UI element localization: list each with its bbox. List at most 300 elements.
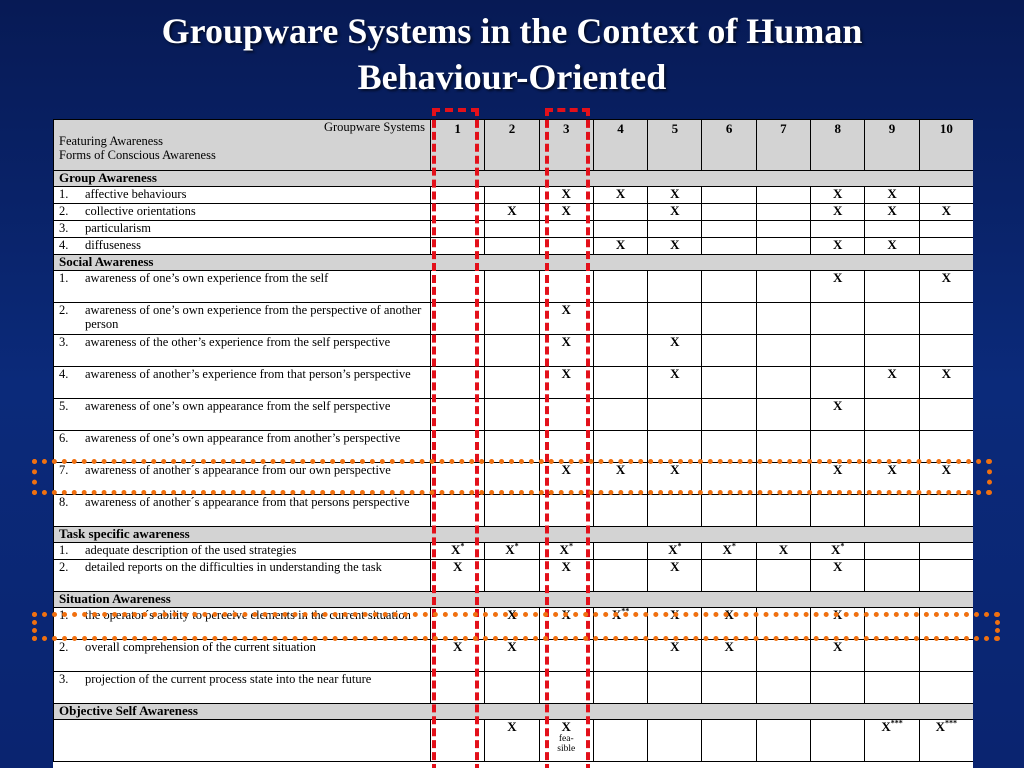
mark-cell-system-9 bbox=[865, 608, 919, 640]
row-number: 2. bbox=[59, 303, 69, 317]
table-row bbox=[54, 560, 974, 592]
row-label-cell bbox=[54, 720, 431, 762]
row-number: 3. bbox=[59, 335, 69, 349]
mark-cell-system-10 bbox=[919, 543, 973, 560]
mark-cell-system-5 bbox=[648, 720, 702, 762]
mark-value: X bbox=[507, 719, 517, 734]
mark-cell-system-8 bbox=[811, 187, 865, 204]
mark-cell-system-5 bbox=[648, 463, 702, 495]
table-row bbox=[54, 640, 974, 672]
mark-cell-system-1 bbox=[431, 399, 485, 431]
mark-value: X bbox=[561, 607, 571, 622]
mark-value: X bbox=[452, 639, 463, 654]
mark-cell-system-7 bbox=[756, 303, 810, 335]
mark-cell-system-7 bbox=[756, 543, 810, 560]
row-label: awareness of another´s appearance from that persons perspective bbox=[85, 495, 410, 509]
row-number: 1. bbox=[59, 271, 69, 285]
header-system-8: 8 bbox=[811, 120, 865, 171]
mark-cell-system-4 bbox=[593, 204, 647, 221]
table-row bbox=[54, 303, 974, 335]
mark-cell-system-10 bbox=[919, 672, 973, 704]
mark-cell-system-6 bbox=[702, 560, 756, 592]
mark-cell-system-5 bbox=[648, 187, 702, 204]
mark-value: X bbox=[833, 203, 843, 218]
mark-cell-system-10 bbox=[919, 271, 973, 303]
mark-value: X bbox=[941, 366, 952, 381]
row-label: affective behaviours bbox=[85, 187, 187, 201]
mark-cell-system-1 bbox=[431, 463, 485, 495]
table-row bbox=[54, 495, 974, 527]
row-number: 2. bbox=[59, 640, 69, 654]
asterisk-marker: * bbox=[677, 541, 682, 551]
mark-cell-system-5 bbox=[648, 238, 702, 255]
row-number: 4. bbox=[59, 367, 69, 381]
mark-cell-system-6 bbox=[702, 238, 756, 255]
row-label-cell bbox=[54, 238, 431, 255]
mark-cell-system-8 bbox=[811, 640, 865, 672]
mark-cell-system-2 bbox=[485, 335, 539, 367]
mark-cell-system-2 bbox=[485, 187, 539, 204]
row-label-cell bbox=[54, 640, 431, 672]
mark-cell-system-7 bbox=[756, 560, 810, 592]
mark-cell-system-7 bbox=[756, 335, 810, 367]
mark-value: X bbox=[670, 639, 680, 654]
mark-cell-system-7 bbox=[756, 720, 810, 762]
mark-cell-system-8 bbox=[811, 221, 865, 238]
mark-cell-system-9 bbox=[865, 672, 919, 704]
mark-cell-system-8 bbox=[811, 543, 865, 560]
table-row bbox=[54, 204, 974, 221]
mark-cell-system-10 bbox=[919, 560, 973, 592]
mark-cell-system-6 bbox=[702, 495, 756, 527]
mark-cell-system-1 bbox=[431, 335, 485, 367]
mark-cell-system-4 bbox=[593, 187, 647, 204]
mark-cell-system-2 bbox=[485, 399, 539, 431]
mark-value: X bbox=[724, 639, 734, 654]
mark-cell-system-8 bbox=[811, 399, 865, 431]
mark-cell-system-7 bbox=[756, 238, 810, 255]
row-label: overall comprehension of the current situation bbox=[85, 640, 316, 654]
mark-cell-system-2 bbox=[485, 303, 539, 335]
asterisk-marker: * bbox=[460, 541, 465, 551]
table-row bbox=[54, 187, 974, 204]
mark-cell-system-4 bbox=[593, 271, 647, 303]
mark-cell-system-8 bbox=[811, 672, 865, 704]
asterisk-marker: * bbox=[840, 541, 845, 551]
mark-cell-system-2 bbox=[485, 608, 539, 640]
header-system-7: 7 bbox=[756, 120, 810, 171]
mark-cell-system-3 bbox=[539, 672, 593, 704]
mark-cell-system-4 bbox=[593, 221, 647, 238]
mark-cell-system-9 bbox=[865, 221, 919, 238]
mark-cell-system-5 bbox=[648, 543, 702, 560]
header-system-6: 6 bbox=[702, 120, 756, 171]
mark-value: X bbox=[561, 719, 571, 734]
mark-cell-system-9 bbox=[865, 204, 919, 221]
row-label-cell bbox=[54, 187, 431, 204]
mark-cell-system-1 bbox=[431, 271, 485, 303]
mark-cell-system-4 bbox=[593, 303, 647, 335]
mark-cell-system-5 bbox=[648, 335, 702, 367]
row-label: the operator´s ability to perceive elements in the current situation bbox=[85, 608, 411, 622]
header-forms-of-awareness: Forms of Conscious Awareness bbox=[59, 148, 216, 162]
row-number: 8. bbox=[59, 495, 69, 509]
mark-cell-system-2 bbox=[485, 463, 539, 495]
mark-cell-system-8 bbox=[811, 303, 865, 335]
mark-cell-system-3 bbox=[539, 204, 593, 221]
mark-cell-system-5 bbox=[648, 560, 702, 592]
mark-cell-system-6 bbox=[702, 187, 756, 204]
section-title: Social Awareness bbox=[54, 255, 974, 271]
section-header-row bbox=[54, 592, 974, 608]
mark-cell-system-2 bbox=[485, 271, 539, 303]
mark-cell-system-9 bbox=[865, 640, 919, 672]
mark-cell-system-9 bbox=[865, 238, 919, 255]
mark-cell-system-1 bbox=[431, 221, 485, 238]
mark-cell-system-6 bbox=[702, 431, 756, 463]
table-row bbox=[54, 367, 974, 399]
mark-cell-system-6 bbox=[702, 543, 756, 560]
mark-cell-system-3 bbox=[539, 608, 593, 640]
title-line-1: Groupware Systems in the Context of Human bbox=[161, 11, 863, 51]
mark-cell-system-6 bbox=[702, 399, 756, 431]
mark-value: X bbox=[561, 366, 571, 381]
row-label: particularism bbox=[85, 221, 151, 235]
mark-value: X bbox=[670, 607, 680, 622]
mark-value: X bbox=[833, 270, 843, 285]
mark-cell-system-8 bbox=[811, 560, 865, 592]
mark-value: X bbox=[833, 237, 843, 252]
mark-value: X bbox=[887, 186, 897, 201]
mark-value: X* bbox=[722, 541, 736, 557]
mark-cell-system-5 bbox=[648, 608, 702, 640]
mark-cell-system-10 bbox=[919, 238, 973, 255]
mark-cell-system-6 bbox=[702, 640, 756, 672]
mark-cell-system-7 bbox=[756, 640, 810, 672]
mark-cell-system-7 bbox=[756, 271, 810, 303]
mark-cell-system-7 bbox=[756, 672, 810, 704]
mark-cell-system-8 bbox=[811, 271, 865, 303]
header-system-5: 5 bbox=[648, 120, 702, 171]
mark-cell-system-9 bbox=[865, 431, 919, 463]
mark-value: X bbox=[833, 559, 843, 574]
row-label-cell bbox=[54, 399, 431, 431]
mark-cell-system-2 bbox=[485, 720, 539, 762]
section-header-row bbox=[54, 171, 974, 187]
asterisk-marker: * bbox=[514, 541, 519, 551]
mark-value: X bbox=[670, 462, 680, 477]
mark-cell-system-8 bbox=[811, 238, 865, 255]
mark-value: X bbox=[670, 203, 680, 218]
mark-value: X bbox=[670, 559, 680, 574]
mark-cell-system-3 bbox=[539, 495, 593, 527]
mark-value: X bbox=[833, 607, 843, 622]
mark-cell-system-5 bbox=[648, 399, 702, 431]
row-label: awareness of one’s own appearance from another’s perspective bbox=[85, 431, 401, 445]
row-label: collective orientations bbox=[85, 204, 196, 218]
mark-value: X* bbox=[450, 541, 465, 557]
mark-cell-system-2 bbox=[485, 204, 539, 221]
table-row bbox=[54, 463, 974, 495]
header-system-9: 9 bbox=[865, 120, 919, 171]
mark-cell-system-9 bbox=[865, 463, 919, 495]
mark-cell-system-4 bbox=[593, 367, 647, 399]
mark-cell-system-1 bbox=[431, 720, 485, 762]
row-label-cell bbox=[54, 431, 431, 463]
mark-cell-system-9 bbox=[865, 271, 919, 303]
table-row bbox=[54, 238, 974, 255]
mark-cell-system-1 bbox=[431, 204, 485, 221]
mark-value: X bbox=[561, 559, 571, 574]
mark-cell-system-5 bbox=[648, 672, 702, 704]
row-label: diffuseness bbox=[85, 238, 142, 252]
mark-cell-system-1 bbox=[431, 672, 485, 704]
mark-value: X bbox=[507, 607, 517, 622]
mark-cell-system-8 bbox=[811, 367, 865, 399]
row-number: 2. bbox=[59, 560, 69, 574]
section-title: Objective Self Awareness bbox=[54, 704, 974, 720]
mark-value: X bbox=[833, 398, 843, 413]
mark-cell-system-8 bbox=[811, 335, 865, 367]
mark-cell-system-5 bbox=[648, 271, 702, 303]
mark-cell-system-4 bbox=[593, 672, 647, 704]
mark-cell-system-3 bbox=[539, 367, 593, 399]
row-label: awareness of another´s appearance from our own perspective bbox=[85, 463, 391, 477]
mark-cell-system-10 bbox=[919, 720, 973, 762]
mark-cell-system-10 bbox=[919, 335, 973, 367]
row-label: detailed reports on the difficulties in understanding the task bbox=[85, 560, 382, 574]
header-system-2: 2 bbox=[485, 120, 539, 171]
mark-value: X bbox=[670, 366, 680, 381]
mark-cell-system-4 bbox=[593, 495, 647, 527]
header-system-1: 1 bbox=[431, 120, 485, 171]
header-system-10: 10 bbox=[919, 120, 973, 171]
mark-cell-system-7 bbox=[756, 431, 810, 463]
mark-cell-system-3 bbox=[539, 560, 593, 592]
title-line-2: Behaviour-Oriented bbox=[357, 57, 667, 97]
mark-value: X bbox=[561, 462, 571, 477]
mark-cell-system-6 bbox=[702, 608, 756, 640]
mark-cell-system-6 bbox=[702, 672, 756, 704]
row-number: 1. bbox=[59, 608, 69, 622]
row-number: 4. bbox=[59, 238, 69, 252]
mark-cell-system-6 bbox=[702, 463, 756, 495]
mark-cell-system-8 bbox=[811, 720, 865, 762]
mark-cell-system-4 bbox=[593, 238, 647, 255]
mark-cell-system-3 bbox=[539, 640, 593, 672]
row-number: 7. bbox=[59, 463, 69, 477]
row-label-cell bbox=[54, 495, 431, 527]
section-header-row bbox=[54, 527, 974, 543]
row-label-cell bbox=[54, 672, 431, 704]
mark-cell-system-1 bbox=[431, 640, 485, 672]
mark-cell-system-10 bbox=[919, 463, 973, 495]
mark-value: X*** bbox=[935, 718, 958, 734]
mark-cell-system-2 bbox=[485, 560, 539, 592]
header-label-cell bbox=[54, 120, 431, 171]
row-label-cell bbox=[54, 367, 431, 399]
table-header-row bbox=[54, 120, 974, 171]
asterisk-marker: * bbox=[568, 541, 573, 551]
mark-value: X bbox=[833, 639, 843, 654]
mark-value: X bbox=[941, 203, 952, 218]
mark-value: X bbox=[887, 203, 897, 218]
mark-value: X bbox=[615, 186, 626, 201]
header-featuring-awareness: Featuring Awareness bbox=[59, 134, 164, 148]
mark-cell-system-2 bbox=[485, 431, 539, 463]
row-label-cell bbox=[54, 335, 431, 367]
row-label: awareness of another’s experience from that person’s perspective bbox=[85, 367, 411, 381]
mark-cell-system-3 bbox=[539, 238, 593, 255]
mark-cell-system-1 bbox=[431, 495, 485, 527]
mark-cell-system-7 bbox=[756, 221, 810, 238]
row-number: 2. bbox=[59, 204, 69, 218]
mark-cell-system-6 bbox=[702, 271, 756, 303]
table-row bbox=[54, 221, 974, 238]
table-row bbox=[54, 720, 974, 762]
mark-cell-system-2 bbox=[485, 495, 539, 527]
mark-cell-system-10 bbox=[919, 187, 973, 204]
mark-cell-system-3 bbox=[539, 399, 593, 431]
mark-cell-system-10 bbox=[919, 221, 973, 238]
mark-cell-system-10 bbox=[919, 399, 973, 431]
table-row bbox=[54, 608, 974, 640]
mark-cell-system-3 bbox=[539, 543, 593, 560]
header-system-4: 4 bbox=[593, 120, 647, 171]
row-label-cell bbox=[54, 271, 431, 303]
mark-cell-system-4 bbox=[593, 560, 647, 592]
mark-value: X bbox=[833, 462, 843, 477]
section-title: Task specific awareness bbox=[54, 527, 974, 543]
row-number: 6. bbox=[59, 431, 69, 445]
mark-value: X* bbox=[831, 541, 845, 557]
feasible-note: fea- sible bbox=[557, 734, 576, 754]
mark-cell-system-4 bbox=[593, 608, 647, 640]
mark-cell-system-7 bbox=[756, 204, 810, 221]
mark-cell-system-10 bbox=[919, 495, 973, 527]
mark-cell-system-2 bbox=[485, 672, 539, 704]
row-label-cell bbox=[54, 303, 431, 335]
table-body bbox=[54, 120, 974, 762]
header-groupware-systems: Groupware Systems bbox=[323, 120, 425, 134]
mark-cell-system-6 bbox=[702, 303, 756, 335]
mark-cell-system-1 bbox=[431, 367, 485, 399]
mark-value: X bbox=[724, 607, 734, 622]
mark-cell-system-5 bbox=[648, 367, 702, 399]
section-title: Situation Awareness bbox=[54, 592, 974, 608]
mark-cell-system-1 bbox=[431, 543, 485, 560]
mark-cell-system-9 bbox=[865, 367, 919, 399]
mark-value: X bbox=[887, 462, 897, 477]
mark-cell-system-8 bbox=[811, 495, 865, 527]
mark-cell-system-8 bbox=[811, 431, 865, 463]
mark-cell-system-5 bbox=[648, 303, 702, 335]
mark-value: X* bbox=[505, 541, 519, 557]
mark-value: X bbox=[670, 334, 680, 349]
mark-value: X bbox=[778, 542, 789, 557]
mark-cell-system-9 bbox=[865, 543, 919, 560]
mark-cell-system-3 bbox=[539, 187, 593, 204]
mark-cell-system-5 bbox=[648, 431, 702, 463]
mark-cell-system-3 bbox=[539, 720, 593, 762]
mark-value: X bbox=[507, 639, 517, 654]
mark-value: X* bbox=[559, 541, 573, 557]
mark-cell-system-3 bbox=[539, 303, 593, 335]
mark-cell-system-10 bbox=[919, 640, 973, 672]
section-title: Group Awareness bbox=[54, 171, 974, 187]
mark-cell-system-4 bbox=[593, 335, 647, 367]
mark-cell-system-5 bbox=[648, 640, 702, 672]
table-row bbox=[54, 399, 974, 431]
mark-cell-system-10 bbox=[919, 431, 973, 463]
table-row bbox=[54, 271, 974, 303]
mark-cell-system-3 bbox=[539, 431, 593, 463]
mark-value: X bbox=[670, 237, 680, 252]
row-label: adequate description of the used strategies bbox=[85, 543, 297, 557]
table-row bbox=[54, 543, 974, 560]
mark-cell-system-7 bbox=[756, 399, 810, 431]
header-system-3: 3 bbox=[539, 120, 593, 171]
mark-value: X* bbox=[668, 541, 682, 557]
mark-value: X bbox=[561, 203, 571, 218]
row-label: awareness of one’s own experience from the perspective of another person bbox=[85, 303, 422, 331]
mark-cell-system-4 bbox=[593, 463, 647, 495]
row-label-cell bbox=[54, 560, 431, 592]
mark-cell-system-3 bbox=[539, 221, 593, 238]
mark-value: X bbox=[615, 237, 626, 252]
mark-value: X bbox=[941, 270, 952, 285]
asterisk-marker: ** bbox=[621, 606, 630, 616]
row-label-cell bbox=[54, 608, 431, 640]
mark-cell-system-6 bbox=[702, 720, 756, 762]
mark-value: X bbox=[887, 237, 897, 252]
mark-cell-system-6 bbox=[702, 204, 756, 221]
table-row bbox=[54, 431, 974, 463]
mark-cell-system-3 bbox=[539, 463, 593, 495]
mark-cell-system-6 bbox=[702, 335, 756, 367]
row-label: projection of the current process state into the near future bbox=[85, 672, 372, 686]
mark-cell-system-9 bbox=[865, 560, 919, 592]
asterisk-marker: * bbox=[731, 541, 736, 551]
mark-cell-system-10 bbox=[919, 204, 973, 221]
mark-cell-system-10 bbox=[919, 303, 973, 335]
mark-value: X bbox=[887, 366, 897, 381]
mark-cell-system-1 bbox=[431, 608, 485, 640]
mark-cell-system-8 bbox=[811, 463, 865, 495]
mark-cell-system-5 bbox=[648, 204, 702, 221]
row-label: awareness of one’s own appearance from the self perspective bbox=[85, 399, 391, 413]
row-label-cell bbox=[54, 463, 431, 495]
mark-cell-system-2 bbox=[485, 543, 539, 560]
mark-cell-system-4 bbox=[593, 399, 647, 431]
mark-cell-system-9 bbox=[865, 303, 919, 335]
mark-cell-system-8 bbox=[811, 204, 865, 221]
mark-cell-system-1 bbox=[431, 560, 485, 592]
mark-cell-system-2 bbox=[485, 238, 539, 255]
mark-value: X bbox=[507, 203, 517, 218]
mark-cell-system-5 bbox=[648, 495, 702, 527]
mark-cell-system-1 bbox=[431, 431, 485, 463]
mark-cell-system-7 bbox=[756, 495, 810, 527]
table-row bbox=[54, 335, 974, 367]
row-label-cell bbox=[54, 543, 431, 560]
row-number: 1. bbox=[59, 543, 69, 557]
mark-cell-system-3 bbox=[539, 271, 593, 303]
mark-cell-system-9 bbox=[865, 495, 919, 527]
mark-cell-system-7 bbox=[756, 367, 810, 399]
mark-cell-system-1 bbox=[431, 187, 485, 204]
row-number: 1. bbox=[59, 187, 69, 201]
